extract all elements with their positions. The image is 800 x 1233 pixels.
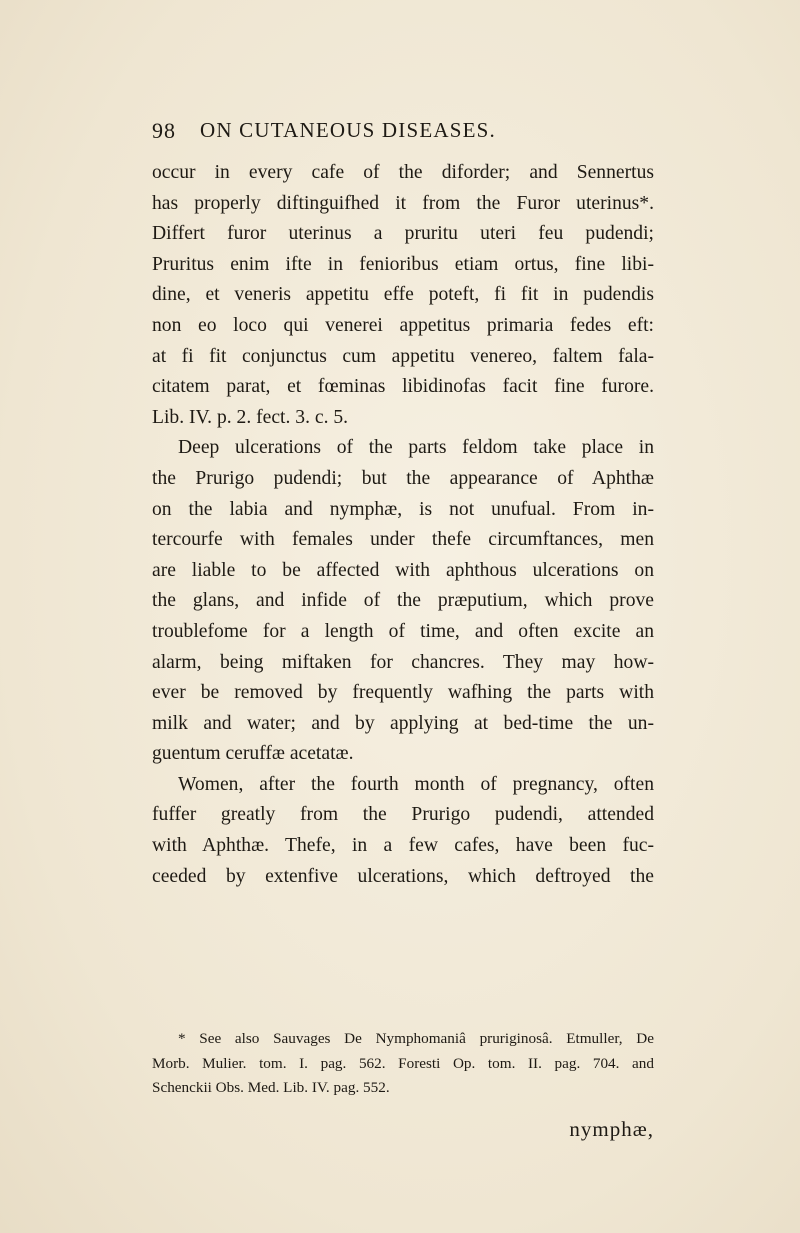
footnote-line: * See also Sauvages De Nymphomaniâ pruriginosâ. Etmuller, De: [178, 1030, 654, 1047]
footnote: [152, 1027, 654, 1101]
text-line: has properly diftinguifhed it from the Furor uterinus*.: [152, 192, 654, 214]
text-line: on the labia and nymphæ, is not unufual. From in-: [152, 498, 654, 520]
text-line: citatem parat, et fœminas libidinofas facit fine furore.: [152, 376, 654, 398]
text-line: with Aphthæ. Thefe, in a few cafes, have been fuc-: [152, 835, 654, 857]
body-text: [152, 158, 654, 892]
text-line: ceeded by extenfive ulcerations, which deftroyed the: [152, 865, 654, 887]
text-line: occur in every cafe of the diforder; and Sennertus: [152, 162, 654, 183]
footnote-line: Schenckii Obs. Med. Lib. IV. pag. 552.: [152, 1079, 390, 1097]
text-line: tercourfe with females under thefe circumftances, men: [152, 529, 654, 551]
running-head: ON CUTANEOUS DISEASES.: [200, 118, 496, 142]
page-number: 98: [152, 118, 176, 143]
text-line: milk and water; and by applying at bed-time the un-: [152, 712, 654, 734]
text-line: non eo loco qui venerei appetitus primaria fedes eft:: [152, 314, 654, 336]
paragraph-start-line: Deep ulcerations of the parts feldom take place in: [178, 437, 654, 459]
footnote-line: Morb. Mulier. tom. I. pag. 562. Foresti Op. tom. II. pag. 704. and: [152, 1054, 654, 1072]
page-header: [152, 118, 672, 150]
text-line: the glans, and infide of the præputium, which prove: [152, 590, 654, 612]
text-line: guentum ceruffæ acetatæ.: [152, 743, 354, 765]
paragraph-start-line: Women, after the fourth month of pregnancy, often: [178, 773, 654, 795]
text-line: Pruritus enim ifte in fenioribus etiam ortus, fine libi-: [152, 253, 654, 275]
text-line: Differt furor uterinus a pruritu uteri feu pudendi;: [152, 223, 654, 245]
text-line: are liable to be affected with aphthous ulcerations on: [152, 559, 654, 581]
text-line: dine, et veneris appetitu effe poteft, fi fit in pudendis: [152, 284, 654, 306]
text-line: the Prurigo pudendi; but the appearance of Aphthæ: [152, 467, 654, 489]
text-line: troublefome for a length of time, and often excite an: [152, 620, 654, 642]
text-line: fuffer greatly from the Prurigo pudendi, attended: [152, 804, 654, 826]
catchword: nymphæ,: [569, 1117, 654, 1141]
text-line: ever be removed by frequently wafhing the parts with: [152, 682, 654, 704]
text-line: at fi fit conjunctus cum appetitu venereo, faltem fala-: [152, 345, 654, 367]
text-line: Lib. IV. p. 2. fect. 3. c. 5.: [152, 406, 349, 428]
text-line: alarm, being miftaken for chancres. They may how-: [152, 651, 654, 673]
